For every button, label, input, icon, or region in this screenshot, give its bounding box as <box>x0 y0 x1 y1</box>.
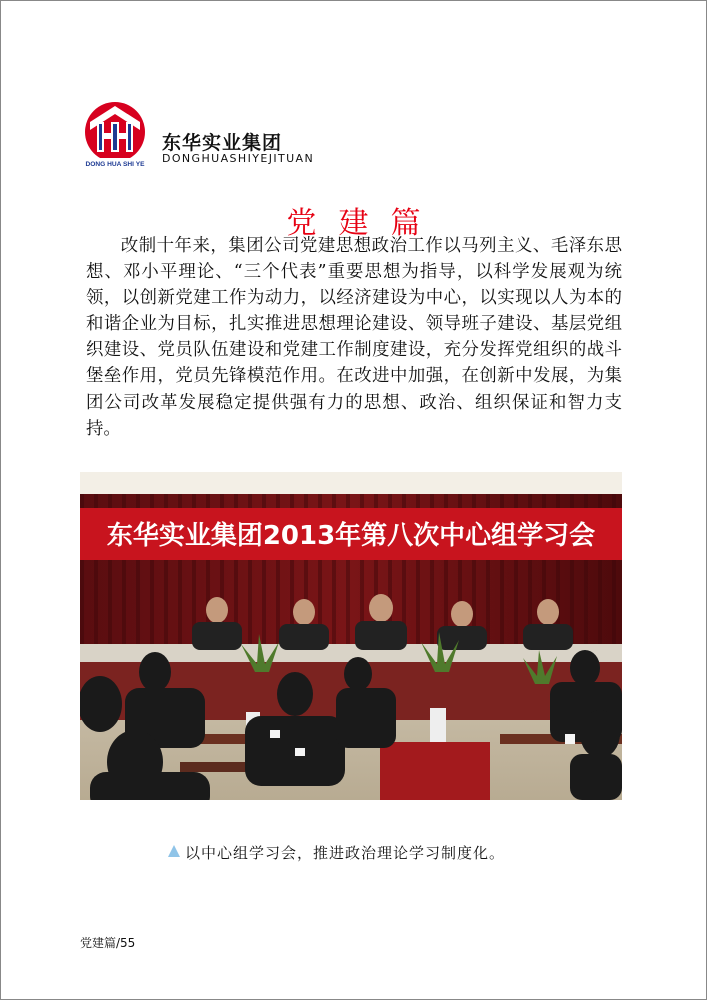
logo-text: DONG HUA SHI YE <box>85 161 145 168</box>
banner-text: 东华实业集团2013年第八次中心组学习会 <box>106 521 596 551</box>
meeting-photo <box>80 472 622 800</box>
company-name-cn: 东华实业集团 <box>162 132 283 154</box>
company-logo <box>80 100 150 170</box>
company-name-en: DONGHUASHIYEJITUAN <box>162 152 315 165</box>
triangle-icon <box>168 845 180 857</box>
photo-caption: 以中心组学习会，推进政治理论学习制度化。 <box>185 844 506 862</box>
section-title: 党建篇 <box>286 206 443 241</box>
body-paragraph: 改制十年来，集团公司党建思想政治工作以马列主义、毛泽东思想、邓小平理论、“三个代表”重要思想为指导，以科学发展观为统领，以创新党建工作为动力，以经济建设为中心，以实现以人为本的和谐企业为目标，扎实推进思想理论建设、领导班子建设、基层党组织建设、党员队伍建设和党建工作制度建设，充分发挥党组织的战斗堡垒作用，党员先锋模范作用。在改进中加强，在创新中发展，为集团公司改革发展稳定提供强有力的思想、政治、组织保证和智力支持。 <box>86 236 622 439</box>
page-footer: 党建篇/55 <box>80 936 136 950</box>
